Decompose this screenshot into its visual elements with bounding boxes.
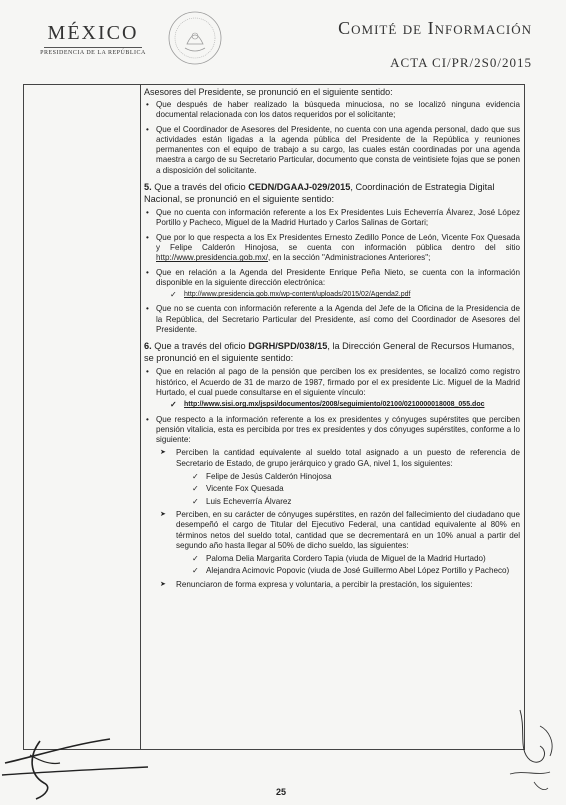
agenda-pdf-link[interactable]: ✓ http://www.presidencia.gob.mx/wp-content/uploads/2015/02/Agenda2.pdf (170, 290, 520, 300)
item-6-bullet-list (144, 367, 520, 590)
intro-bullet-list (144, 100, 520, 176)
item-6-bullet-2 (144, 415, 520, 590)
item-6-code: DGRH/SPD/038/15 (248, 341, 328, 352)
item-5-heading (144, 182, 520, 205)
item-5-bullet-list (144, 208, 520, 335)
spouse-name: ✓ Alejandra Acimovic Popovic (viuda de José Guillermo Abel López Portillo y Pacheco) (192, 566, 520, 576)
sisi-document-link[interactable]: ✓ http://www.sisi.org.mx/jspsi/documentos/2008/seguimiento/02100/0210000018008_055.doc (170, 400, 520, 410)
item-5-code: CEDN/DGAAJ-029/2015 (248, 182, 351, 193)
table-column-divider (140, 84, 141, 750)
item-5-bullet-3-text: Que en relación a la Agenda del Presidente Enrique Peña Nieto, se cuenta con la información disponible en la siguiente dirección electrónica: (156, 267, 520, 287)
handwritten-signature-left (0, 735, 150, 805)
item-6-bullet-1-text: Que en relación al pago de la pensión que perciben los ex presidentes, se localizó como registro histórico, el Acuerdo de 31 de marzo de 1987, firmado por el ex presidente Lic. Miguel de la Madrid Hurtado, el cual puede consultarse en el siguiente vínculo: (156, 367, 520, 397)
item-5-post: , Coordinación de Estrategia Digital Nacional, se pronunció en el siguiente sentido: (144, 182, 495, 204)
item-5-bullet-3 (144, 268, 520, 301)
arrow-item-1: ➤ Perciben la cantidad equivalente al sueldo total asignado a un puesto de referencia de Secretario de Estado, de grupo jerárquico y grado GA, nivel 1, los siguientes: (160, 448, 520, 469)
intro-text: Asesores del Presidente, se pronunció en el siguiente sentido: (144, 87, 393, 97)
item-5-pre: Que a través del oficio (154, 182, 249, 193)
arrow-item-3: ➤ Renunciaron de forma expresa y voluntaria, a percibir la prestación, los siguientes: (160, 580, 520, 590)
intro-bullet-2: • Que el Coordinador de Asesores del Presidente, no cuenta con una agenda personal, dado que sus actividades están ligadas a la agenda pública del Presidente de la República y reuniones permanentes con el equipo de trabajo a su cargo, las cuales están coordinadas por una agenda maestra a cargo de su Secretario Particular, documento que consta de veintisiete fojas que se ponen a disposición del solicitante. (144, 125, 520, 176)
spouse-name: ✓ Paloma Delia Margarita Cordero Tapia (viuda de Miguel de la Madrid Hurtado) (192, 554, 520, 564)
item-5-bullet-2 (144, 233, 520, 264)
logo-subtitle: PRESIDENCIA DE LA REPÚBLICA (40, 50, 146, 56)
item-6-post: , la Dirección General de Recursos Humanos, se pronunció en el siguiente sentido: (144, 341, 515, 363)
item-6-pre: Que a través del oficio (154, 341, 249, 352)
beneficiary-name: ✓ Vicente Fox Quesada (192, 484, 520, 494)
presidencia-link[interactable]: http://www.presidencia.gob.mx/ (156, 253, 269, 263)
table-content-cell (144, 87, 520, 594)
item-5-bullet-2-pre: Que por lo que respecta a los Ex Presidentes Ernesto Zedillo Ponce de León, Vicente Fox Quesada y Felipe Calderón Hinojosa, se cuenta con información pública dentro del sitio (156, 232, 520, 252)
item-6-heading (144, 341, 520, 364)
item-6-bullet-1 (144, 367, 520, 410)
arrow-item-2: ➤ Perciben, en su carácter de cónyuges supérstites, en razón del fallecimiento del ciudadano que desempeñó el cargo de Titular del Ejecutivo Federal, una cantidad equivalente al 80% en términos netos del sueldo total, cantidad que se decrementará en un 10% anual a partir del segundo año hasta llegar al 50% de dicho sueldo, las siguientes: (160, 510, 520, 551)
beneficiary-name: ✓ Felipe de Jesús Calderón Hinojosa (192, 472, 520, 482)
mexico-logo (38, 22, 148, 56)
national-seal-icon (167, 10, 223, 66)
committee-title: Comité de Información (338, 18, 532, 38)
item-5-bullet-2-post: , en la sección "Administraciones Anteriores"; (268, 253, 431, 263)
handwritten-signature-right (490, 690, 566, 800)
beneficiary-name: ✓ Luis Echeverría Álvarez (192, 497, 520, 507)
item-5-number: 5. (144, 182, 152, 193)
logo-divider (44, 47, 142, 48)
intro-bullet-1: • Que después de haber realizado la búsqueda minuciosa, no se localizó ninguna evidencia documental relacionada con los datos requeridos por el solicitante; (144, 100, 520, 121)
item-6-number: 6. (144, 341, 152, 352)
item-6-bullet-2-text: Que respecto a la información referente a los ex presidentes y cónyuges supérstites que perciben pensión vitalicia, esta es percibida por tres ex presidentes y dos cónyuges supérstites, conforme a lo siguiente: (156, 414, 520, 445)
item-5-bullet-4: • Que no se cuenta con información referente a la Agenda del Jefe de la Oficina de la Presidencia de la República, del Secretario Particular del Presidente, así como del Coordinador de Asesores del Presidente. (144, 304, 520, 335)
acta-number: ACTA CI/PR/2S0/2015 (390, 55, 532, 70)
logo-title: MÉXICO (47, 22, 139, 44)
page-number: 25 (276, 787, 287, 797)
item-5-bullet-1: • Que no cuenta con información referente a los Ex Presidentes Luis Echeverría Álvarez, José López Portillo y Pacheco, Miguel de la Madrid Hurtado y Carlos Salinas de Gortari; (144, 208, 520, 229)
